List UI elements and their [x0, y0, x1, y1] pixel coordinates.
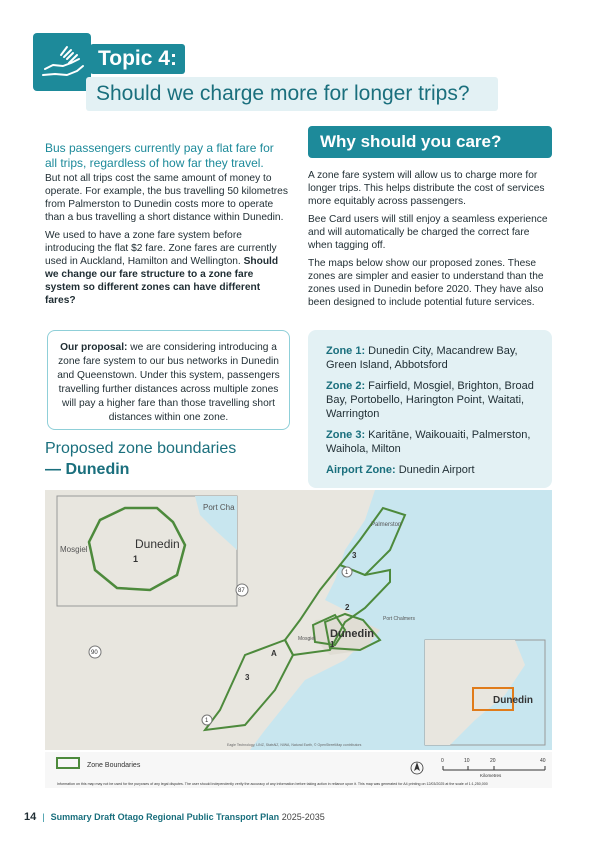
why-paragraph-1: A zone fare system will allow us to charge more for longer trips. This helps distribute the cost of services more equitably across passengers.	[308, 170, 545, 207]
locator-label: Dunedin	[493, 695, 533, 706]
zone-places: Fairfield, Mosgiel, Brighton, Broad Bay, Portobello, Harington Point, Waitati, Warrington	[326, 380, 534, 420]
left-paragraph-2-text: We used to have a zone fare system before introducing the flat $2 fare. Zone fares are currently used in Auckland, Hamilton and Wellington.	[45, 230, 277, 267]
zone-name: Zone 1:	[326, 345, 366, 357]
why-heading: Why should you care?	[308, 126, 552, 158]
road87-label: 87	[238, 588, 245, 594]
zone-name: Airport Zone:	[326, 464, 396, 476]
hand-icon	[33, 33, 91, 91]
map-zone3-south-label: 3	[245, 673, 250, 682]
footer-summary: Summary	[50, 812, 92, 822]
map-disclaimer: Information on this map may not be used for the purposes of any legal disputes. The user should independently verify the accuracy of any information before taking action in reliance upon it. This map was generated for A4 printing on 12/03/2025 at the scale of 1:1,250,000	[57, 782, 488, 786]
map-zone3-north-label: 3	[352, 551, 357, 560]
zone-name: Zone 2:	[326, 380, 366, 392]
scale-tick: 0	[441, 758, 444, 764]
proposal-text: we are considering introducing a zone fare system to our bus networks in Dunedin and Queenstown. Under this system, passengers travelling further distances across multiple zones will pay a higher fare than those travelling short distances within one zone.	[57, 342, 280, 423]
scale-bar	[441, 758, 546, 778]
inset-zone-label: 1	[133, 554, 139, 564]
zone-places: Dunedin City, Macandrew Bay, Green Island, Abbotsford	[326, 345, 518, 371]
zone-places: Dunedin Airport	[395, 464, 475, 476]
map-airport-label: A	[271, 649, 277, 658]
north-arrow-icon	[411, 762, 423, 774]
right-body	[308, 169, 554, 314]
page-title: Should we charge more for longer trips?	[86, 77, 498, 111]
inset-town-label: Mosgiel	[60, 545, 88, 554]
scale-tick: 40	[540, 758, 546, 764]
left-body	[45, 172, 290, 312]
road90-label: 90	[91, 650, 98, 656]
map-zone2-label: 2	[345, 603, 350, 612]
road1b-label: 1	[205, 718, 209, 724]
zone-heading-line1: Proposed zone boundaries	[45, 440, 237, 457]
zone-item	[326, 344, 538, 372]
map-zone1-label: 1	[330, 640, 335, 649]
left-paragraph-2-question: Should we change our fare structure to a zone fare system so different zones can have different fares?	[45, 256, 279, 306]
zone-item	[326, 428, 538, 456]
scale-tick: 20	[490, 758, 496, 764]
page-footer	[24, 811, 325, 823]
map-palmerston-label: Palmerston	[371, 522, 402, 528]
topic-label: Topic 4:	[90, 44, 185, 74]
left-paragraph-2	[45, 229, 290, 307]
proposal-box	[47, 330, 290, 430]
footer-title: Draft Otago Regional Public Transport Plan	[94, 812, 280, 822]
inset-map	[57, 496, 237, 606]
why-paragraph-2: Bee Card users will still enjoy a seamless experience and will automatically be charged the correct fare when tagging off.	[308, 214, 548, 251]
locator-inset	[425, 640, 545, 745]
zones-box	[308, 330, 552, 488]
page-number: 14	[24, 811, 37, 823]
zone-name: Zone 3:	[326, 429, 366, 441]
proposal-label: Our proposal:	[60, 342, 128, 353]
map-city-label: Dunedin	[330, 628, 374, 640]
map-mosgiel-label: Mosgiel	[298, 636, 316, 642]
footer-divider: |	[42, 812, 45, 822]
zone-places: Karitāne, Waikouaiti, Palmerston, Waihola, Milton	[326, 429, 531, 455]
road1a-label: 1	[345, 570, 349, 576]
footer-years: 2025-2035	[281, 812, 325, 822]
zone-item	[326, 463, 538, 477]
inset-port-label: Port Cha	[203, 503, 235, 512]
scale-tick: 10	[464, 758, 470, 764]
inset-city-label: Dunedin	[135, 537, 180, 551]
left-paragraph-1: But not all trips cost the same amount of money to operate. For example, the bus travelling 50 kilometres from Palmerston to Dunedin costs more to operate than a bus travelling a short distance within Dunedin.	[45, 173, 288, 223]
map-attribution: Eagle Technology, LINZ, StatsNZ, NIWA, Natural Earth, © OpenStreetMap contributors	[227, 743, 362, 747]
zone-map	[45, 490, 552, 750]
zone-item	[326, 379, 538, 421]
lede-text: Bus passengers currently pay a flat fare for all trips, regardless of how far they travel.	[45, 141, 274, 170]
legend-swatch	[57, 758, 79, 768]
map-legend	[45, 752, 552, 788]
legend-label: Zone Boundaries	[87, 762, 141, 769]
zone-heading-line2: — Dunedin	[45, 461, 130, 478]
why-paragraph-3: The maps below show our proposed zones. These zones are simpler and easier to understand than the zones used in Dunedin before 2020. They have also been designed to include potential future services.	[308, 258, 544, 308]
map-port-label: Port Chalmers	[383, 616, 415, 622]
scale-unit: Kilometres	[480, 773, 502, 778]
